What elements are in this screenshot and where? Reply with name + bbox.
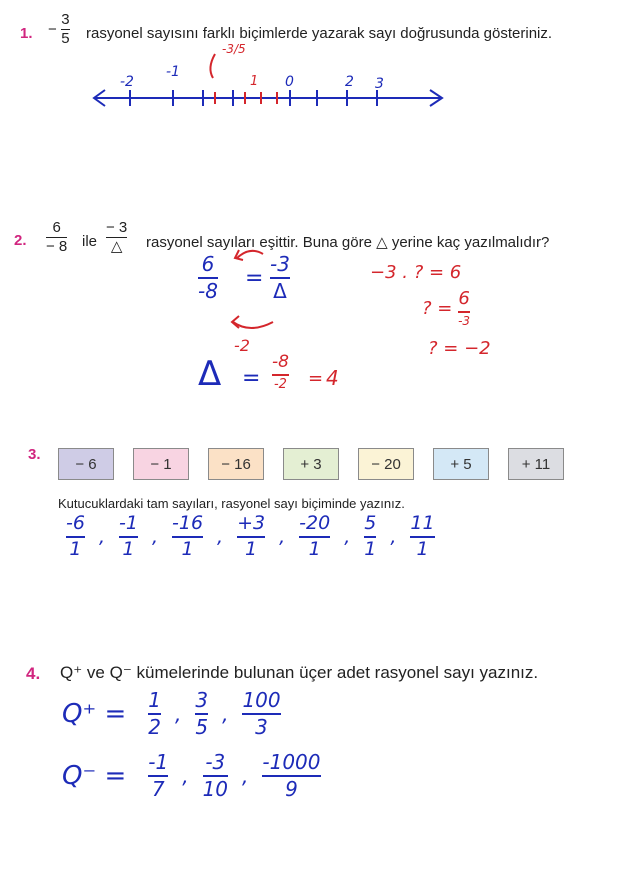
comma-separator: ,: [279, 525, 286, 548]
triangle-icon-large: Δ: [198, 354, 222, 394]
fraction-sign: −: [48, 20, 57, 38]
q2-hand-fraction-1: $\frac{6}{-8}$: [198, 252, 218, 303]
comma-separator: ,: [182, 764, 189, 788]
positive-rational-fraction: 3 5: [195, 688, 209, 739]
q2-hand-equals: =: [245, 266, 264, 291]
negative-rational-fraction: -3 10: [202, 750, 229, 801]
integer-box: − 6: [58, 448, 114, 480]
q-plus-label: Q⁺ =: [62, 699, 127, 729]
q2-red-equation-3: ? = −2: [428, 338, 491, 359]
handwritten-fraction: -6 1: [66, 512, 85, 560]
question-1-fraction: [48, 12, 70, 47]
q2-red-equation-2: ? = 6 -3: [422, 288, 471, 328]
line-label-2: 2: [345, 74, 354, 90]
handwritten-fraction: +3 1: [237, 512, 266, 560]
question-4-text: Q⁺ ve Q⁻ kümelerinde bulunan üçer adet rasyonel sayı yazınız.: [60, 663, 539, 682]
comma-separator: ,: [390, 525, 397, 548]
fraction-denominator: 5: [61, 29, 70, 47]
positive-rational-fraction: 1 2: [148, 688, 161, 739]
q2-hand-equals-3: =: [308, 368, 324, 389]
negative-rational-fraction: -1 7: [148, 750, 169, 801]
handwritten-fraction: 5 1: [364, 512, 377, 560]
line-marker-minus-3-5: -3/5: [222, 42, 246, 56]
question-2-text: rasyonel sayıları eşittir. Buna göre △ yerine kaç yazılmalıdır?: [146, 234, 550, 251]
question-1-number: 1.: [20, 25, 33, 42]
q2-hand-arrows: [225, 240, 285, 350]
triangle-icon: △: [110, 237, 123, 255]
number-line-drawing: [85, 40, 455, 120]
fraction-numerator: 6: [52, 219, 61, 236]
handwritten-fraction: 11 1: [410, 512, 435, 560]
handwritten-fraction: -16 1: [172, 512, 204, 560]
question-3-number: 3.: [28, 446, 41, 463]
handwritten-fraction: -20 1: [299, 512, 331, 560]
comma-separator: ,: [151, 525, 158, 548]
question-3-text: Kutucuklardaki tam sayıları, rasyonel sayı biçiminde yazınız.: [58, 496, 405, 511]
integer-box: − 1: [133, 448, 189, 480]
question-2-fraction-2: [106, 220, 127, 255]
q2-hand-equals-2: =: [242, 366, 261, 391]
comma-separator: ,: [222, 702, 229, 726]
question-2-connector: ile: [82, 233, 98, 250]
question-1-text: rasyonel sayısını farklı biçimlerde yazarak sayı doğrusunda gösteriniz.: [86, 25, 553, 42]
line-label-minus-1: -1: [166, 64, 180, 80]
comma-separator: ,: [242, 764, 249, 788]
handwritten-fraction: -1 1: [119, 512, 138, 560]
question-4-number: 4.: [26, 664, 41, 683]
comma-separator: ,: [174, 702, 182, 726]
line-label-3: 3: [375, 76, 384, 92]
q2-hand-answer: 4: [326, 366, 339, 390]
comma-separator: ,: [217, 525, 224, 548]
line-label-0: 0: [285, 74, 294, 90]
comma-separator: ,: [344, 525, 351, 548]
question-2-fraction-1: [46, 220, 67, 255]
integer-box: + 5: [433, 448, 489, 480]
comma-separator: ,: [98, 525, 105, 548]
q2-hand-multiplier: -2: [234, 336, 250, 355]
q4-negative-set: [62, 752, 329, 800]
q4-positive-set: [62, 690, 289, 738]
integer-box: + 11: [508, 448, 564, 480]
integer-box: + 3: [283, 448, 339, 480]
fraction-denominator: − 8: [46, 237, 68, 255]
q2-hand-fraction-3: -8 -2: [272, 352, 289, 392]
fraction-numerator: − 3: [106, 219, 128, 236]
line-label-1: 1: [250, 74, 259, 89]
question-2-number: 2.: [14, 232, 27, 249]
negative-rational-fraction: -1000 9: [262, 750, 321, 801]
q-minus-label: Q⁻ =: [62, 761, 127, 791]
integer-box: − 20: [358, 448, 414, 480]
fraction-numerator: 3: [61, 11, 70, 28]
positive-rational-fraction: 100 3: [242, 688, 281, 739]
q3-hand-fractions: [58, 514, 443, 560]
line-label-minus-2: -2: [120, 74, 134, 90]
q2-red-equation-1: −3 . ? = 6: [370, 262, 462, 283]
integer-box: − 16: [208, 448, 264, 480]
q2-hand-fraction-2: $\frac{-3}{\Delta}$: [270, 252, 290, 303]
